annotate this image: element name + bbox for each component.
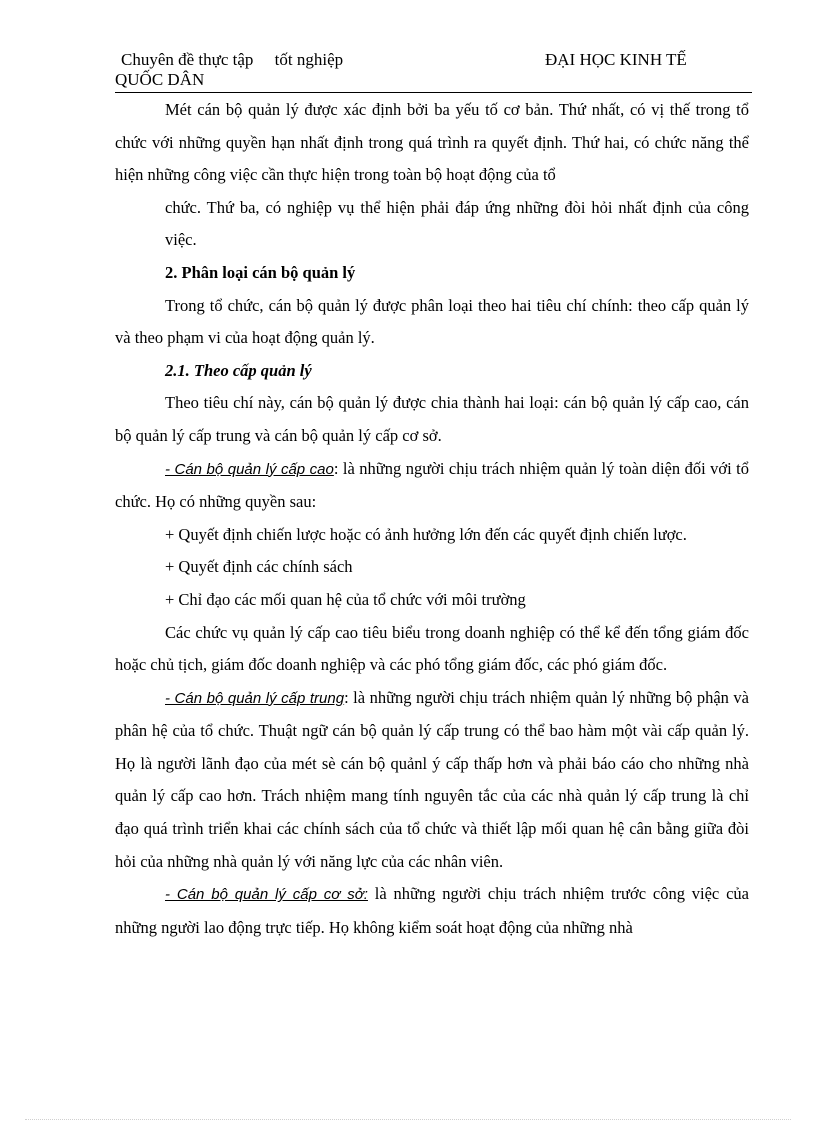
document-body bbox=[115, 94, 749, 944]
term-label: - Cán bộ quản lý cấp cao bbox=[165, 460, 334, 478]
bullet-item: + Quyết định các chính sách bbox=[165, 557, 353, 577]
paragraph bbox=[115, 453, 749, 519]
term-label: - Cán bộ quản lý cấp cơ sở: bbox=[165, 886, 368, 904]
subsection-heading: 2.1. Theo cấp quản lý bbox=[165, 360, 312, 380]
paragraph: Trong tổ chức, cán bộ quản lý được phân loại theo hai tiêu chí chính: theo cấp quản lý và theo phạm vi của hoạt động quản lý. bbox=[115, 295, 749, 348]
header-rule bbox=[115, 92, 752, 93]
paragraph bbox=[115, 682, 749, 879]
header-university: ĐẠI HỌC KINH TẾ bbox=[545, 50, 687, 69]
section-heading: 2. Phân loại cán bộ quản lý bbox=[165, 262, 356, 282]
paragraph bbox=[115, 878, 749, 944]
bullet-item: + Quyết định chiến lược hoặc có ảnh hưởng lớn đến các quyết định chiến lược. bbox=[165, 524, 687, 544]
paragraph: Mét cán bộ quản lý được xác định bởi ba yếu tố cơ bản. Thứ nhất, có vị thế trong tổ chức với những quyền hạn nhất định trong quá trình ra quyết định. Thứ hai, có chức năng thể hiện những công việc cần thực hiện trong toàn bộ hoạt động của tổ bbox=[115, 100, 749, 185]
header-university-line2: QUỐC DÂN bbox=[115, 70, 205, 89]
term-definition: : là những người chịu trách nhiệm quản lý những bộ phận và phân hệ của tổ chức. Thuật ngữ cán bộ quản lý cấp trung có thể bao hàm một vài cấp quản lý. Họ là người lãnh đạo của mét sè cán bộ quảnl ý cấp thấp hơn và phải báo cáo cho những nhà quản lý cấp cao hơn. Trách nhiệm mang tính nguyên tắc của các nhà quản lý cấp trung là chỉ đạo quá trình triển khai các chính sách của tổ chức và thiết lập mối quan hệ cân bằng giữa đòi hỏi của những nhà quản lý với năng lực của các nhân viên. bbox=[115, 687, 750, 871]
bullet-item: + Chỉ đạo các mối quan hệ của tổ chức với môi trường bbox=[165, 589, 526, 609]
header-course-title: Chuyên đề thực tập tốt nghiệp bbox=[121, 50, 344, 69]
term-definition: : là những người chịu trách nhiệm quản lý toàn diện đối với tổ chức. Họ có những quyền sau: bbox=[115, 458, 749, 512]
page-bottom-border bbox=[25, 1119, 791, 1120]
paragraph: Theo tiêu chí này, cán bộ quản lý được chia thành hai loại: cán bộ quản lý cấp cao, cán bộ quản lý cấp trung và cán bộ quản lý cấp cơ sở. bbox=[115, 393, 749, 445]
paragraph: chức. Thứ ba, có nghiệp vụ thể hiện phải đáp ứng những đòi hỏi nhất định của công việc. bbox=[165, 197, 749, 250]
term-definition: là những người chịu trách nhiệm trước công việc của những người lao động trực tiếp. Họ không kiểm soát hoạt động của những nhà bbox=[115, 884, 749, 937]
paragraph: Các chức vụ quản lý cấp cao tiêu biểu trong doanh nghiệp có thể kể đến tổng giám đốc hoặc chủ tịch, giám đốc doanh nghiệp và các phó tổng giám đốc, các phó giám đốc. bbox=[115, 622, 749, 675]
term-label: - Cán bộ quản lý cấp trung bbox=[165, 689, 345, 707]
page-header bbox=[115, 50, 752, 90]
